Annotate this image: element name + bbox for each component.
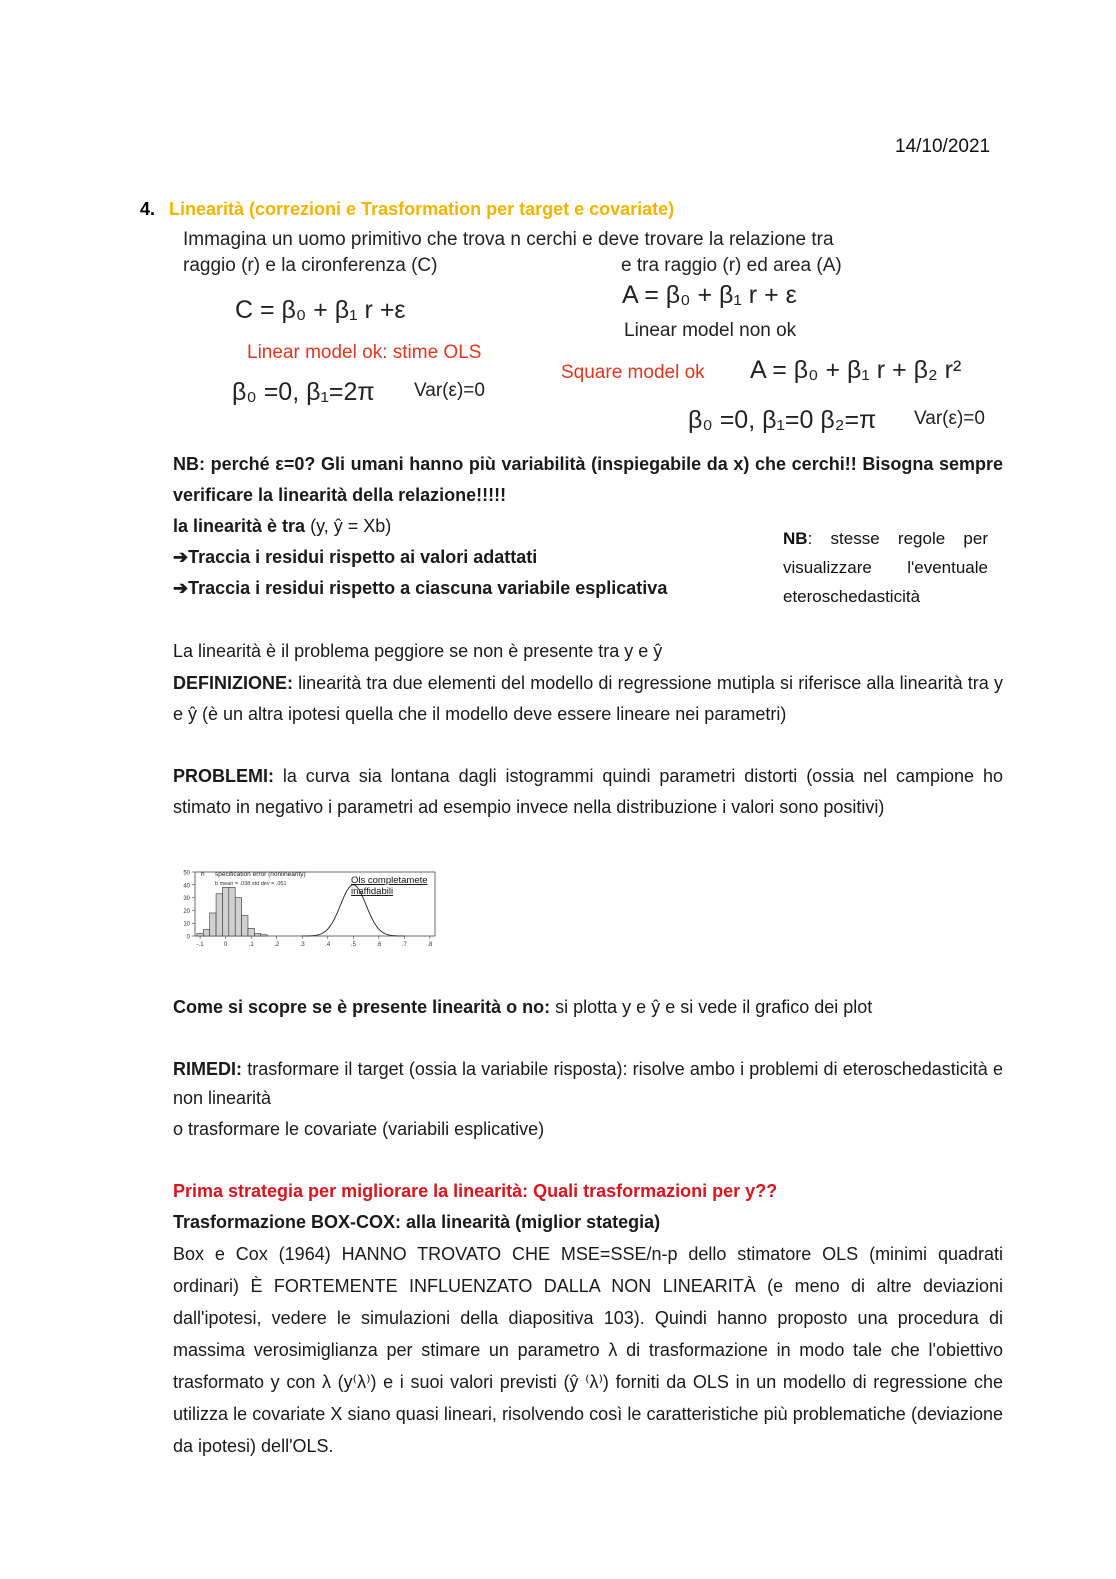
problems-paragraph <box>173 761 1003 823</box>
residuals-explanatory-item: ➔Traccia i residui rispetto a ciascuna variabile esplicativa <box>173 578 668 598</box>
nb-paragraph: NB: perché ε=0? Gli umani hanno più variabilità (inspiegabile da x) che cerchi!! Bisogna sempre verificare la linearità della relazione!!!!! <box>173 454 1003 505</box>
histogram-bar <box>216 894 222 936</box>
section-number: 4. <box>140 199 156 219</box>
x-tick-label: .6 <box>376 942 382 948</box>
y-tick-label: 40 <box>183 883 190 890</box>
definition-label: DEFINIZIONE: <box>173 673 293 693</box>
variance-area: Var(ε)=0 <box>914 408 985 429</box>
histogram-chart <box>173 864 448 949</box>
discover-paragraph <box>173 992 1003 1023</box>
definition-paragraph <box>173 668 1003 730</box>
nb-side-text: : stesse regole per visualizzare l'eventuale eteroschedasticità <box>783 529 988 606</box>
x-tick-label: .2 <box>274 942 280 948</box>
equation-circumference: C = β₀ + β₁ r +ε <box>235 296 406 324</box>
x-tick-label: .8 <box>427 942 433 948</box>
histogram-bar <box>261 935 267 936</box>
histogram-title: specification error (nonlinearity) <box>215 871 306 878</box>
x-tick-label: .7 <box>401 942 407 948</box>
nb-side-label: NB <box>783 529 808 548</box>
histogram-annotation-line2: inaffidabili <box>351 886 394 897</box>
x-tick-label: .3 <box>299 942 305 948</box>
remedies-text: trasformare il target (ossia la variabile risposta): risolve ambo i problemi di eteroschedasticità e non linearità <box>173 1059 1003 1108</box>
strategy-title: Prima strategia per migliorare la linearità: Quali trasformazioni per y?? <box>173 1181 778 1201</box>
remedies-covariates-line: o trasformare le covariate (variabili esplicative) <box>173 1119 545 1139</box>
x-tick-label: .4 <box>325 942 331 948</box>
residuals-fitted-item: ➔Traccia i residui rispetto ai valori adattati <box>173 547 538 567</box>
y-tick-label: 10 <box>183 921 190 928</box>
equation-area-square: A = β₀ + β₁ r + β₂ r² <box>750 356 962 384</box>
y-tick-label: 20 <box>183 908 190 915</box>
worst-problem-line: La linearità è il problema peggiore se non è presente tra y e ŷ <box>173 641 663 661</box>
section-heading <box>140 199 674 220</box>
y-tick-label: 50 <box>183 870 190 877</box>
linear-model-not-ok-label: Linear model non ok <box>624 320 797 341</box>
x-tick-label: 0 <box>223 942 228 948</box>
histogram-bar <box>242 916 248 936</box>
variance-circumference: Var(ε)=0 <box>414 380 485 401</box>
linearity-label: la linearità è tra <box>173 516 306 536</box>
figure-intro-line: Immagina un uomo primitivo che trova n cerchi e deve trovare la relazione tra <box>183 229 834 250</box>
problems-label: PROBLEMI: <box>173 766 274 786</box>
definition-text: linearità tra due elementi del modello di regressione mutipla si riferisce alla linearità tra y e ŷ (è un altra ipotesi quella che il modello deve essere lineare nei parametri) <box>173 673 1003 724</box>
histogram-stats: b mean = .038 std dev = .051 <box>215 881 287 887</box>
histogram-annotation-line1: Ols completamete <box>351 875 428 886</box>
histogram-figure <box>173 864 448 954</box>
figure-circumference-label: raggio (r) e la cironferenza (C) <box>183 255 438 276</box>
histogram-bar <box>229 887 235 936</box>
x-tick-label: .1 <box>248 942 254 948</box>
document-date: 14/10/2021 <box>895 136 991 157</box>
params-circumference: β₀ =0, β₁=2π <box>232 378 375 406</box>
histogram-bar <box>210 913 216 936</box>
figure-area-label: e tra raggio (r) ed area (A) <box>621 255 842 276</box>
histogram-bar <box>235 898 241 936</box>
discover-text: si plotta y e ŷ e si vede il grafico dei plot <box>550 997 873 1017</box>
section-title: Linearità (correzioni e Trasformation per target e covariate) <box>169 199 675 219</box>
x-tick-label: -.1 <box>196 942 204 948</box>
histogram-bar <box>254 933 260 936</box>
linearity-pair: (y, ŷ = Xb) <box>310 516 392 536</box>
nb-side-note <box>783 524 988 611</box>
boxcox-paragraph: Box e Cox (1964) HANNO TROVATO CHE MSE=SSE/n-p dello stimatore OLS (minimi quadrati ordinari) È FORTEMENTE INFLUENZATO DALLA NON LINEARITÀ (e meno di altre deviazioni dall'ipotesi, vedere le simulazioni della diapositiva 103). Quindi hanno proposto una procedura di massima verosimiglianza per stimare un parametro λ di trasformazione in modo tale che l'obiettivo trasformato y con λ (y⁽λ⁾) e i suoi valori previsti (ŷ ⁽λ⁾) forniti da OLS in un modello di regressione che utilizza le covariate X siano quasi lineari, risolvendo così le caratteristiche più problematiche (deviazione da ipotesi) dell'OLS. <box>173 1244 1003 1456</box>
linearity-between-line <box>173 511 753 542</box>
square-model-ok-label: Square model ok <box>561 362 705 383</box>
linear-model-ok-label: Linear model ok: stime OLS <box>247 342 482 363</box>
remedies-paragraph <box>173 1055 1003 1113</box>
y-tick-label: 30 <box>183 896 190 903</box>
boxcox-title: Trasformazione BOX-COX: alla linearità (miglior stategia) <box>173 1212 661 1232</box>
y-tick-label: 0 <box>186 934 190 941</box>
remedies-label: RIMEDI: <box>173 1059 242 1079</box>
equation-area-linear: A = β₀ + β₁ r + ε <box>622 281 797 309</box>
problems-text: la curva sia lontana dagli istogrammi quindi parametri distorti (ossia nel campione ho stimato in negativo i parametri ad esempio invece nella distribuzione i valori sono positivi) <box>173 766 1003 817</box>
histogram-panel-letter: h <box>201 871 205 878</box>
histogram-bar <box>248 928 254 936</box>
params-area: β₀ =0, β₁=0 β₂=π <box>688 406 877 434</box>
discover-label: Come si scopre se è presente linearità o no: <box>173 997 551 1017</box>
histogram-bar <box>203 930 209 936</box>
x-tick-label: .5 <box>350 942 356 948</box>
histogram-bar <box>197 933 203 936</box>
histogram-bar <box>222 887 228 936</box>
